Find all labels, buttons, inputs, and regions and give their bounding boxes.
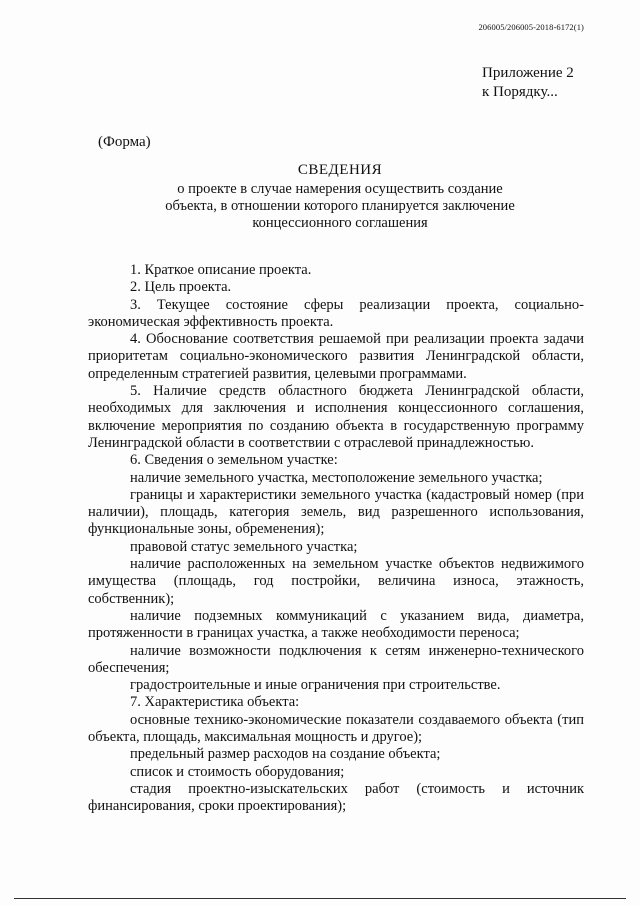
paragraph-sub: наличие возможности подключения к сетям инженерно-технического обеспечения; — [88, 642, 584, 676]
paragraph-item-6: 6. Сведения о земельном участке: — [130, 452, 338, 469]
form-label: (Форма) — [98, 134, 151, 150]
appendix-reference — [482, 64, 574, 102]
paragraph-item-5: 5. Наличие средств областного бюджета Ленинградской области, необходимых для заключения и исполнения концессионного соглашения, включение мероприятия по созданию объекта в государственную программу Ленинградской области в соответствии с отраслевой принадлежностью. — [88, 383, 584, 451]
paragraph-sub: правовой статус земельного участка; — [130, 538, 358, 555]
paragraph-sub: основные технико-экономические показатели создаваемого объекта (тип объекта, площадь, максимальная мощность и другое); — [88, 711, 584, 746]
subtitle-line: объекта, в отношении которого планируется заключение — [165, 198, 515, 214]
document-subtitle — [100, 181, 580, 232]
paragraph-sub: предельный размер расходов на создание объекта; — [130, 746, 441, 763]
paragraph-sub: список и стоимость оборудования; — [130, 763, 345, 780]
scan-edge-line — [14, 898, 626, 899]
appendix-line-1: Приложение 2 — [482, 65, 574, 81]
paragraph-item-3: 3. Текущее состояние сферы реализации проекта, социально-экономическая эффективность проекта. — [88, 296, 584, 330]
appendix-line-2: к Порядку... — [482, 84, 558, 100]
paragraph-item-4: 4. Обоснование соответствия решаемой при реализации проекта задачи приоритетам социально-экономического развития Ленинградской области, определенным стратегией развития, целевыми программами. — [88, 331, 584, 382]
paragraph-sub: наличие расположенных на земельном участке объектов недвижимого имущества (площадь, год постройки, величина износа, этажность, собственник); — [88, 556, 584, 607]
paragraph-item-2: 2. Цель проекта. — [130, 279, 232, 296]
document-id: 206005/206005-2018-6172(1) — [478, 22, 584, 32]
paragraph-sub: наличие земельного участка, местоположение земельного участка; — [130, 469, 543, 486]
document-body — [88, 262, 584, 816]
paragraph-sub: градостроительные и иные ограничения при строительстве. — [130, 677, 501, 694]
subtitle-line: о проекте в случае намерения осуществить создание — [177, 181, 503, 197]
paragraph-sub: наличие подземных коммуникаций с указанием вида, диаметра, протяженности в границах участка, а также необходимости переноса; — [88, 607, 584, 642]
document-title: СВЕДЕНИЯ — [297, 162, 383, 178]
paragraph-item-1: 1. Краткое описание проекта. — [130, 262, 312, 278]
subtitle-line: концессионного соглашения — [252, 215, 428, 231]
paragraph-item-7: 7. Характеристика объекта: — [130, 694, 300, 711]
paragraph-sub: стадия проектно-изыскательских работ (стоимость и источник финансирования, сроки проектирования); — [88, 780, 584, 815]
paragraph-sub: границы и характеристики земельного участка (кадастровый номер (при наличии), площадь, категория земель, вид разрешенного использования, функциональные зоны, обременения); — [88, 486, 584, 538]
